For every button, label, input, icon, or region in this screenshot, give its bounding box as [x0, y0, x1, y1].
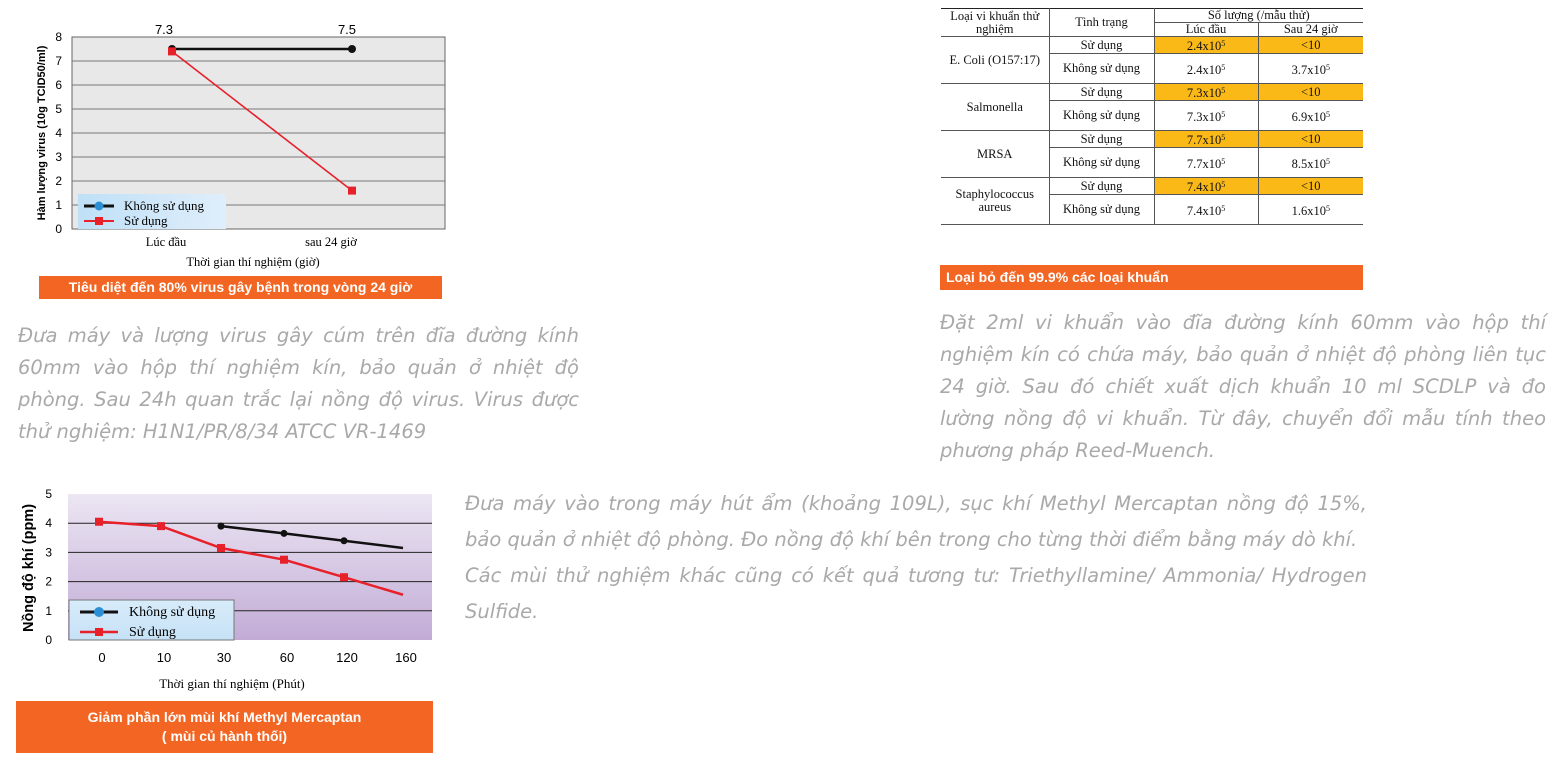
after-value: $6.9x10^5$	[1258, 101, 1363, 131]
virus-data-label: 7.5	[337, 22, 357, 37]
gas-x-tick: 160	[395, 650, 417, 665]
header-count: Số lượng (/mẫu thử)	[1154, 9, 1363, 23]
header-bacteria: Loại vi khuẩn thử nghiệm	[941, 9, 1049, 37]
gas-point-used	[95, 518, 103, 526]
virus-banner: Tiêu diệt đến 80% virus gây bệnh trong vòng 24 giờ	[39, 276, 442, 299]
virus-description: Đưa máy và lượng virus gây cúm trên đĩa đường kính 60mm vào hộp thí nghiệm kín, bảo quản ở nhiệt độ phòng. Sau 24h quan trắc lại nồng độ virus. Virus được thử nghiệm: H1N1/PR/8/34 ATCC VR-1469	[18, 324, 579, 443]
gas-x-tick: 10	[156, 650, 172, 665]
status-used: Sử dụng	[1049, 131, 1154, 148]
status-unused: Không sử dụng	[1049, 101, 1154, 131]
virus-point-used	[348, 187, 356, 195]
gas-banner-line2: ( mùi củ hành thối)	[161, 728, 288, 744]
gas-y-ticks	[45, 487, 52, 647]
gas-banner-line1: Giảm phần lớn mùi khí Methyl Mercaptan	[87, 709, 362, 725]
virus-x-tick: sau 24 giờ	[305, 235, 357, 249]
initial-value: $7.7x10^5$	[1154, 131, 1258, 148]
gas-point-used	[157, 522, 165, 530]
virus-legend-unused: Không sử dụng	[124, 198, 204, 213]
after-value: <10	[1258, 84, 1363, 101]
virus-y-tick: 4	[55, 126, 62, 140]
initial-value: $2.4x10^5$	[1154, 54, 1258, 84]
gas-description-2: Các mùi thử nghiệm khác cũng có kết quả tương tư: Triethyllamine/ Ammonia/ Hydrogen Sulfide.	[465, 564, 1367, 623]
virus-y-tick: 7	[55, 54, 62, 68]
gas-point-unused	[218, 523, 225, 530]
gas-x-tick: 120	[336, 650, 358, 665]
bacteria-name: MRSA	[941, 131, 1049, 178]
virus-y-tick: 6	[55, 78, 62, 92]
initial-value: $2.4x10^5$	[1154, 37, 1258, 54]
status-used: Sử dụng	[1049, 84, 1154, 101]
virus-y-ticks	[55, 30, 62, 236]
virus-point-unused	[348, 45, 356, 53]
gas-y-tick: 4	[45, 516, 52, 531]
bacteria-name: E. Coli (O157:17)	[941, 37, 1049, 84]
gas-y-tick: 0	[45, 633, 52, 647]
bacteria-name: Salmonella	[941, 84, 1049, 131]
initial-value: $7.7x10^5$	[1154, 148, 1258, 178]
virus-y-tick: 2	[55, 174, 62, 188]
virus-legend	[78, 194, 226, 229]
gas-y-tick: 1	[45, 603, 52, 618]
gas-point-used	[280, 556, 288, 564]
gas-y-tick: 2	[45, 574, 52, 589]
virus-y-axis-label: Hàm lượng virus (10g TCID50/ml)	[36, 45, 48, 221]
after-value: $8.5x10^5$	[1258, 148, 1363, 178]
gas-point-used	[217, 544, 225, 552]
gas-banner	[16, 701, 433, 753]
virus-legend-used: Sử dụng	[124, 213, 168, 228]
header-after: Sau 24 giờ	[1258, 23, 1363, 37]
gas-point-unused	[281, 530, 288, 537]
after-value: $1.6x10^5$	[1258, 195, 1363, 225]
gas-point-unused	[341, 537, 348, 544]
gas-y-tick: 3	[45, 545, 52, 560]
gas-x-tick: 0	[98, 650, 106, 665]
bacteria-banner: Loại bỏ đến 99.9% các loại khuẩn	[940, 265, 1363, 290]
initial-value: $7.3x10^5$	[1154, 84, 1258, 101]
status-unused: Không sử dụng	[1049, 148, 1154, 178]
initial-value: $7.4x10^5$	[1154, 178, 1258, 195]
bacteria-name: Staphylococcus aureus	[941, 178, 1049, 225]
gas-point-used	[340, 573, 348, 581]
status-used: Sử dụng	[1049, 178, 1154, 195]
header-status: Tình trạng	[1049, 9, 1154, 37]
virus-chart	[0, 0, 460, 275]
gas-legend	[69, 600, 234, 640]
gas-x-tick: 60	[279, 650, 295, 665]
gas-chart	[0, 480, 460, 700]
gas-y-axis-label: Nồng độ khí (ppm)	[21, 503, 37, 633]
status-unused: Không sử dụng	[1049, 54, 1154, 84]
virus-x-axis-label: Thời gian thí nghiệm (giờ)	[186, 255, 320, 269]
gas-legend-unused: Không sử dụng	[129, 605, 216, 620]
initial-value: $7.4x10^5$	[1154, 195, 1258, 225]
gas-x-axis-label: Thời gian thí nghiệm (Phút)	[159, 676, 305, 691]
initial-value: $7.3x10^5$	[1154, 101, 1258, 131]
gas-legend-used: Sử dụng	[129, 625, 176, 640]
virus-y-tick: 0	[55, 222, 62, 236]
virus-y-tick: 5	[55, 102, 62, 116]
gas-description-1: Đưa máy vào trong máy hút ẩm (khoảng 109L), sục khí Methyl Mercaptan nồng độ 15%, bảo quản ở nhiệt độ phòng. Đo nồng độ khí bên trong cho từng thời điểm bằng máy dò khí.	[465, 492, 1367, 551]
gas-y-tick: 5	[45, 487, 52, 501]
after-value: <10	[1258, 37, 1363, 54]
virus-y-tick: 8	[55, 30, 62, 44]
bacteria-description: Đặt 2ml vi khuẩn vào đĩa đường kính 60mm vào hộp thí nghiệm kín có chứa máy, bảo quản ở nhiệt độ phòng liên tục 24 giờ. Sau đó chiết xuất dịch khuẩn 10 ml SCDLP và đo lường nồng độ vi khuẩn. Từ đây, chuyển đổi mẫu tính theo phương pháp Reed-Muench.	[940, 311, 1546, 462]
gas-description	[465, 486, 1367, 630]
gas-x-tick: 30	[216, 650, 232, 665]
after-value: $3.7x10^5$	[1258, 54, 1363, 84]
bacteria-table	[941, 8, 1363, 225]
virus-data-label: 7.3	[154, 22, 174, 37]
virus-y-tick: 3	[55, 150, 62, 164]
virus-x-tick: Lúc đầu	[145, 235, 187, 249]
virus-y-tick: 1	[55, 198, 62, 212]
after-value: <10	[1258, 178, 1363, 195]
after-value: <10	[1258, 131, 1363, 148]
status-used: Sử dụng	[1049, 37, 1154, 54]
header-initial: Lúc đầu	[1154, 23, 1258, 37]
virus-point-used	[168, 47, 176, 55]
status-unused: Không sử dụng	[1049, 195, 1154, 225]
